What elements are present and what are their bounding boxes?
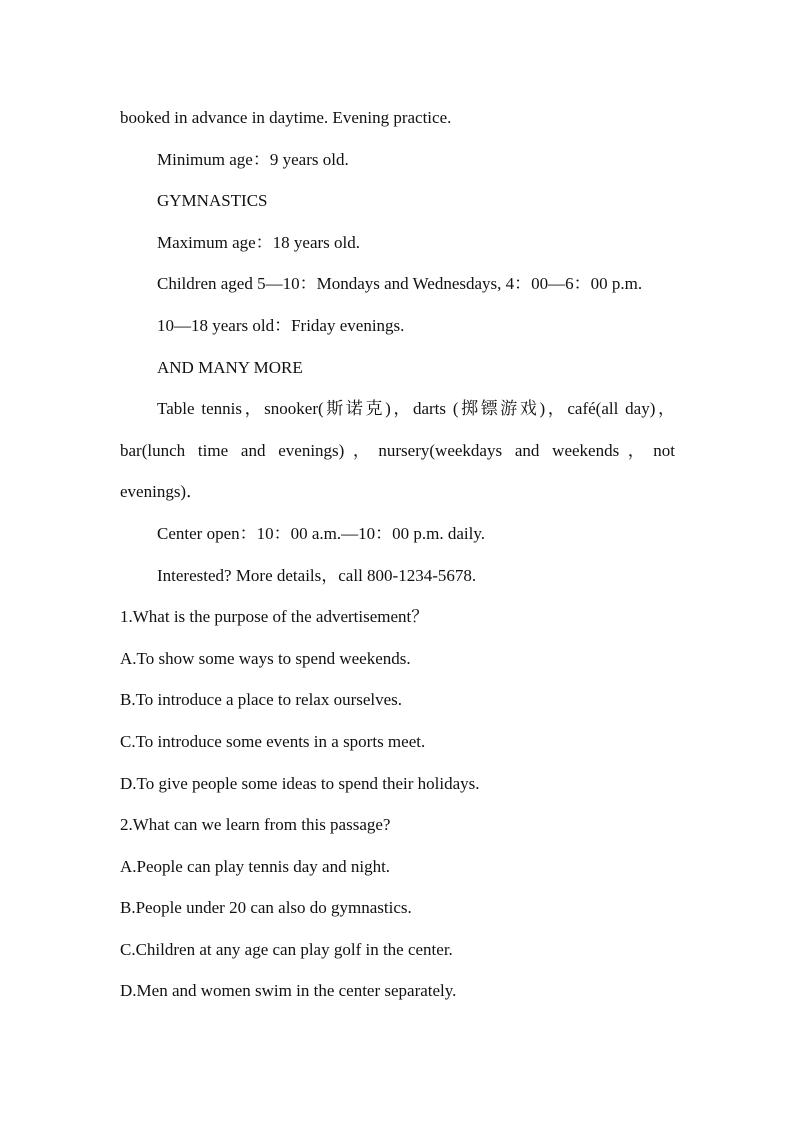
center-open-line: Center open：10：00 a.m.—10：00 p.m. daily. xyxy=(157,523,485,543)
question-1-option-d: D.To give people some ideas to spend their holidays. xyxy=(120,773,480,793)
question-2-stem: 2.What can we learn from this passage? xyxy=(120,815,391,835)
facilities-line-2: bar(lunch time and evenings)，nursery(weekdays and weekends，not xyxy=(120,440,675,460)
children-schedule-line: Children aged 5—10：Mondays and Wednesdays, 4：00—6：00 p.m. xyxy=(157,274,643,294)
facilities-line-1: Table tennis，snooker(斯诺克)，darts (掷镖游戏)，café(all day)， xyxy=(157,399,675,419)
minimum-age-line: Minimum age：9 years old. xyxy=(157,149,349,169)
maximum-age-line: Maximum age：18 years old. xyxy=(157,232,361,252)
question-2-option-d: D.Men and women swim in the center separately. xyxy=(120,981,457,1001)
contact-line: Interested? More details，call 800-1234-5678. xyxy=(157,565,477,585)
section-heading-and-many-more: AND MANY MORE xyxy=(157,357,303,377)
section-heading-gymnastics: GYMNASTICS xyxy=(157,191,268,211)
question-1-option-b: B.To introduce a place to relax ourselves. xyxy=(120,690,403,710)
passage-line-booked: booked in advance in daytime. Evening practice. xyxy=(120,108,452,127)
question-2-option-c: C.Children at any age can play golf in the center. xyxy=(120,939,453,959)
teen-schedule-line: 10—18 years old：Friday evenings. xyxy=(157,315,405,335)
question-2-option-b: B.People under 20 can also do gymnastics. xyxy=(120,898,412,918)
question-1-option-c: C.To introduce some events in a sports meet. xyxy=(120,731,426,751)
question-1-option-a: A.To show some ways to spend weekends. xyxy=(120,648,411,668)
question-1-stem: 1.What is the purpose of the advertisement？ xyxy=(120,607,429,627)
facilities-line-3: evenings)． xyxy=(120,482,204,502)
document-body xyxy=(120,97,675,1012)
question-2-option-a: A.People can play tennis day and night. xyxy=(120,856,391,876)
